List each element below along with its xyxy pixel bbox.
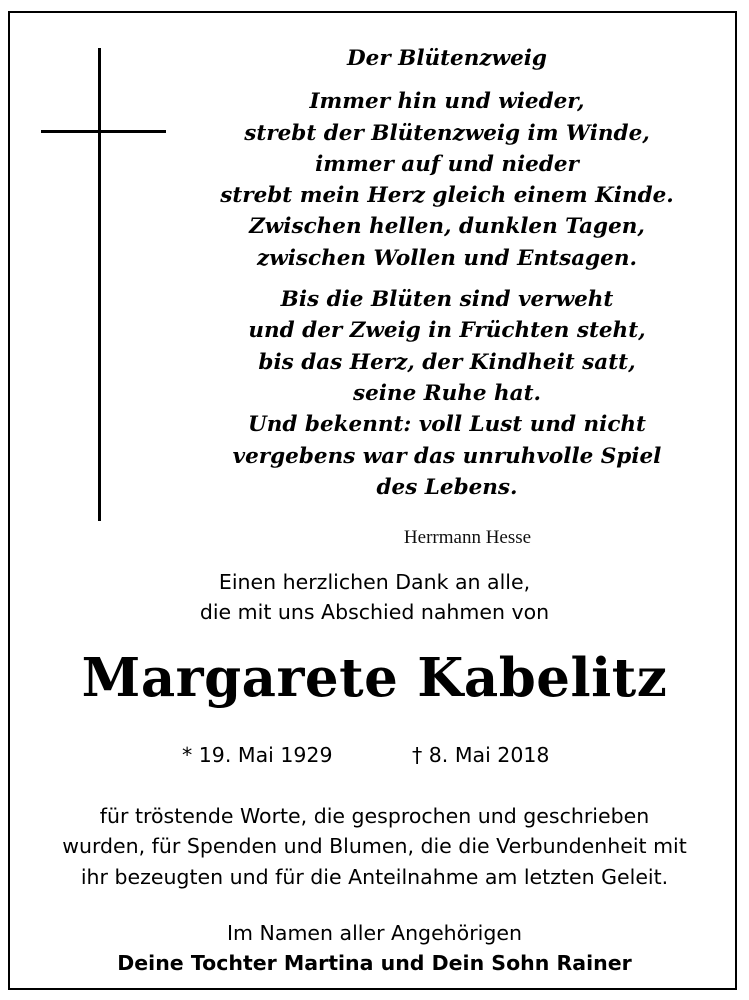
obituary-notice <box>8 11 737 990</box>
cross-icon-vertical <box>98 48 101 521</box>
thanks-text <box>10 567 739 627</box>
thanks-line: die mit uns Abschied nahmen von <box>199 600 550 624</box>
closing-intro: Im Namen aller Angehörigen <box>227 921 522 945</box>
gratitude-line: ihr bezeugten und für die Anteilnahme am letzten Geleit. <box>80 864 669 889</box>
signers: Deine Tochter Martina und Dein Sohn Rainer <box>117 951 632 975</box>
poem-line: seine Ruhe hat. <box>352 380 542 406</box>
poem-line: und der Zweig in Früchten steht, <box>248 318 646 344</box>
poem-line: vergebens war das unruhvolle Spiel <box>232 443 662 469</box>
poem-line: bis das Herz, der Kindheit satt, <box>258 349 636 375</box>
death-date: † 8. Mai 2018 <box>412 743 550 767</box>
poem-stanza-2 <box>142 284 749 503</box>
gratitude-line: wurden, für Spenden und Blumen, die die Verbundenheit mit <box>62 834 687 859</box>
poem-line: zwischen Wollen und Entsagen. <box>257 245 637 271</box>
poem <box>142 43 749 503</box>
poem-line: Und bekennt: voll Lust und nicht <box>248 412 646 438</box>
closing-signature <box>10 918 739 978</box>
poem-line: Bis die Blüten sind verweht <box>280 287 614 313</box>
deceased-name: Margarete Kabelitz <box>81 647 668 709</box>
poem-author: Herrmann Hesse <box>403 527 532 548</box>
poem-line: immer auf und nieder <box>315 151 579 177</box>
poem-line: strebt der Blütenzweig im Winde, <box>244 120 650 146</box>
gratitude-line: für tröstende Worte, die gesprochen und geschrieben <box>99 804 650 828</box>
poem-title: Der Blütenzweig <box>347 46 547 71</box>
thanks-line: Einen herzlichen Dank an alle, <box>218 570 531 594</box>
poem-line: strebt mein Herz gleich einem Kinde. <box>220 183 674 209</box>
poem-line: Zwischen hellen, dunklen Tagen, <box>249 214 645 240</box>
poem-line: des Lebens. <box>376 474 518 500</box>
poem-stanza-1 <box>142 86 749 274</box>
gratitude-text <box>10 801 739 892</box>
poem-line: Immer hin und wieder, <box>309 89 585 115</box>
birth-date: * 19. Mai 1929 <box>182 743 333 767</box>
